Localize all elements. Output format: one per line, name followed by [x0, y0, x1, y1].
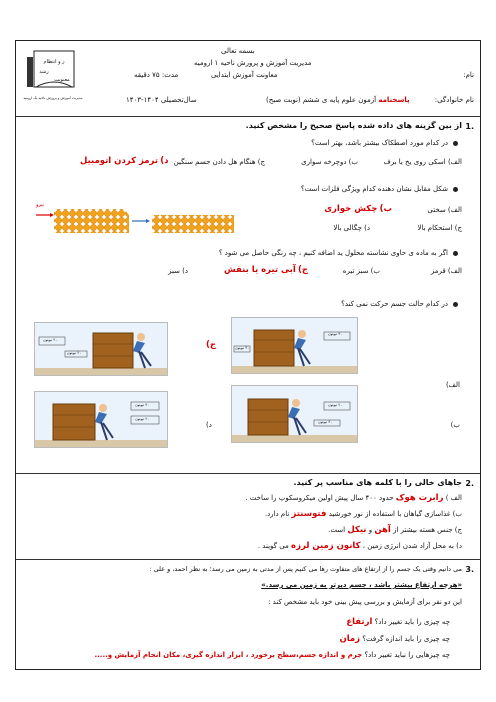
q1b-option-3: ج) استحکام بالا: [417, 224, 462, 232]
q1b-option-1: الف) سختی: [427, 206, 462, 214]
svg-text:مدیریت آموزش و پرورش ناحیه یک: مدیریت آموزش و پرورش ناحیه یک ارومیه: [23, 96, 83, 100]
q1a-option-1: الف) اسکی روی یخ یا برف: [383, 158, 462, 166]
force-label-right-2: ۲۰ نیوتون: [135, 417, 150, 421]
q3-hypothesis: «هرچه ارتفاع بیشتر باشد ، جسم دیرتر به زمین می رسد.»: [261, 581, 462, 589]
q1d-answer: ج): [206, 340, 217, 350]
q1b-answer: چکش خواری: [324, 204, 378, 214]
q2-answer-3b: نیکل: [347, 525, 367, 535]
push-figure-a: [231, 317, 358, 374]
q2-line-2-text: ب) غذاسازی گیاهان با استفاده از نور خورشید: [328, 510, 462, 518]
push-figure-c: [34, 322, 168, 376]
q2-line-1-prefix: الف ): [445, 494, 462, 502]
question-1: [16, 117, 480, 474]
metal-atoms-figure: [34, 203, 239, 237]
deputy-line: معاونت آموزش ابتدایی: [211, 71, 278, 79]
title-answer-key: پاسخنامه: [378, 96, 410, 104]
q1c-question: اگر به ماده ی حاوی نشاسته محلول ید اضافه کنیم ، چه رنگی حاصل می شود ؟: [218, 249, 448, 257]
force-label-right: ۳۰ نیوتون: [328, 332, 343, 336]
q2-line-2: [265, 510, 462, 519]
force-label-right: ۳۰ نیوتون: [135, 403, 150, 407]
q2-line-2-suffix: نام دارد.: [264, 510, 290, 518]
q2-line-4: [258, 542, 462, 551]
q2-line-4-suffix: می گویند .: [257, 542, 289, 550]
q3-item-1: [346, 618, 450, 627]
q3-task: این دو نفر برای آزمایش و بررسی پیش بینی خود باید مشخص کند :: [268, 598, 462, 606]
q1d-question: در کدام حالت جسم حرکت نمی کند؟: [341, 300, 448, 308]
school-year: سال‌تحصیلی ۱۴۰۴-۱۴۰۳: [126, 96, 197, 104]
q3-question-change: چه چیزی را باید تغییر داد؟: [374, 618, 450, 626]
q1b-option-2: [324, 205, 392, 214]
q3-item-3: [94, 652, 450, 659]
svg-text:رشد: رشد: [39, 69, 49, 75]
question-1-instruction: از بین گزینه های داده شده پاسخ صحیح را مشخص کنید.: [245, 121, 462, 130]
bullet-icon: [453, 141, 458, 146]
svg-text:ز و انتظام: ز و انتظام: [43, 59, 65, 65]
q1c-option-4: د) سبز: [168, 267, 188, 275]
family-label: نام خانوادگی:: [434, 96, 474, 104]
bullet-icon: [453, 251, 458, 256]
q1b-option-4: د) چگالی بالا: [333, 224, 370, 232]
q2-line-3-text: ج) جنس هسته بیشتر از: [393, 526, 462, 534]
metal-atoms-diagram: [34, 203, 239, 237]
exam-page: [15, 40, 481, 670]
q2-line-1: [245, 494, 462, 503]
force-label-left: ۲۰ نیوتون: [43, 338, 58, 342]
q1a-option-3: ج) هنگام هل دادن جسم سنگین: [173, 158, 265, 166]
q3-answer-fixed: جرم و اندازه جسم،سطح برخورد ، ابزار اندازه گیری، مکان انجام آزمایش و.....: [94, 651, 363, 659]
bismillah: بسمه تعالی: [221, 47, 255, 55]
q1a-answer: ترمز کردن اتومبیل: [80, 156, 159, 166]
force-label-right: ۲۰ نیوتون: [328, 403, 343, 407]
question-3: [16, 560, 480, 670]
q1a-option-4-label: د): [160, 156, 169, 166]
name-label: نام:: [463, 71, 474, 79]
title-text: آزمون علوم پایه ی ششم (نوبت صبح): [266, 96, 377, 104]
q2-answer-3a: آهن: [374, 525, 391, 535]
q3-question-fixed: چه چیزهایی را نباید تغییر داد؟: [364, 651, 450, 659]
q1c-option-3: [224, 266, 308, 275]
force-label-middle: ۲۰ نیوتون: [67, 351, 82, 355]
q1d-option-4: د): [206, 421, 212, 429]
bullet-icon: [453, 302, 458, 307]
force-label-right-2: ۳۰ نیوتون: [318, 420, 333, 424]
q1a-question: در کدام مورد اصطکاک بیشتر باشد، بهتر است؟: [311, 139, 448, 147]
q2-answer-2: فتوسنتز: [291, 509, 327, 519]
question-2: [16, 474, 480, 560]
q1c-answer: آبی تیره یا بنفش: [224, 265, 296, 275]
force-label-left: ۳۰ نیوتون: [235, 346, 250, 350]
exam-title: [266, 97, 410, 104]
q3-question-measure: چه چیزی را باید اندازه گرفت؟: [362, 635, 450, 643]
q1b-question: شکل مقابل نشان دهنده کدام ویژگی فلزات است؟: [300, 185, 448, 193]
directorate-line: مدیریت آموزش و پرورش ناحیه ۱ ارومیه: [194, 59, 312, 67]
push-figure-b: [231, 385, 358, 443]
question-3-number: 3.: [465, 565, 474, 574]
q2-line-1-text: حدود ۴۰۰ سال پیش اولین میکروسکوپ را ساخت .: [245, 494, 394, 502]
force-label: نیرو: [36, 202, 45, 208]
q2-answer-4: کانون زمین لرزه: [291, 541, 361, 551]
q2-line-3-suffix: است.: [328, 526, 346, 534]
question-2-number: 2.: [465, 479, 474, 488]
question-1-number: 1.: [465, 122, 474, 131]
q2-answer-1: رابرت هوک: [395, 493, 444, 503]
push-figure-d: [34, 391, 168, 448]
q1d-option-1: الف): [445, 381, 460, 389]
q1c-option-3-label: ج): [297, 265, 308, 275]
q1a-option-2: ب) دوچرخه سواری: [301, 158, 358, 166]
q1d-option-2: ب): [450, 421, 460, 429]
q1c-option-1: الف) قرمز: [430, 267, 462, 275]
bullet-icon: [453, 187, 458, 192]
svg-text:معنویت: معنویت: [54, 77, 70, 83]
duration: مدت: ۷۵ دقیقه: [134, 71, 179, 79]
q3-answer-measure: زمان: [339, 634, 361, 644]
exam-header: [16, 41, 480, 117]
q1c-option-2: ب) سبز تیره: [342, 267, 380, 275]
question-2-instruction: جاهای خالی را با کلمه های مناسب پر کنید.: [293, 478, 462, 487]
q3-intro: می دانیم وقتی یک جسم را از ارتفاع های متفاوت رها می کنیم پس از مدتی به زمین می رسد؛ به نظر احمد، و علی :: [149, 565, 462, 573]
q2-line-4-text: د) به محل آزاد شدن انرژی زمین ،: [362, 542, 462, 550]
q1a-option-4: [80, 157, 169, 166]
q2-line-3: [328, 526, 462, 535]
q3-answer-change: ارتفاع: [346, 617, 373, 627]
q3-item-2: [339, 635, 450, 644]
q2-line-3-and: و: [368, 526, 373, 534]
school-logo: [22, 47, 84, 107]
q1b-option-2-label: ب): [379, 204, 392, 214]
